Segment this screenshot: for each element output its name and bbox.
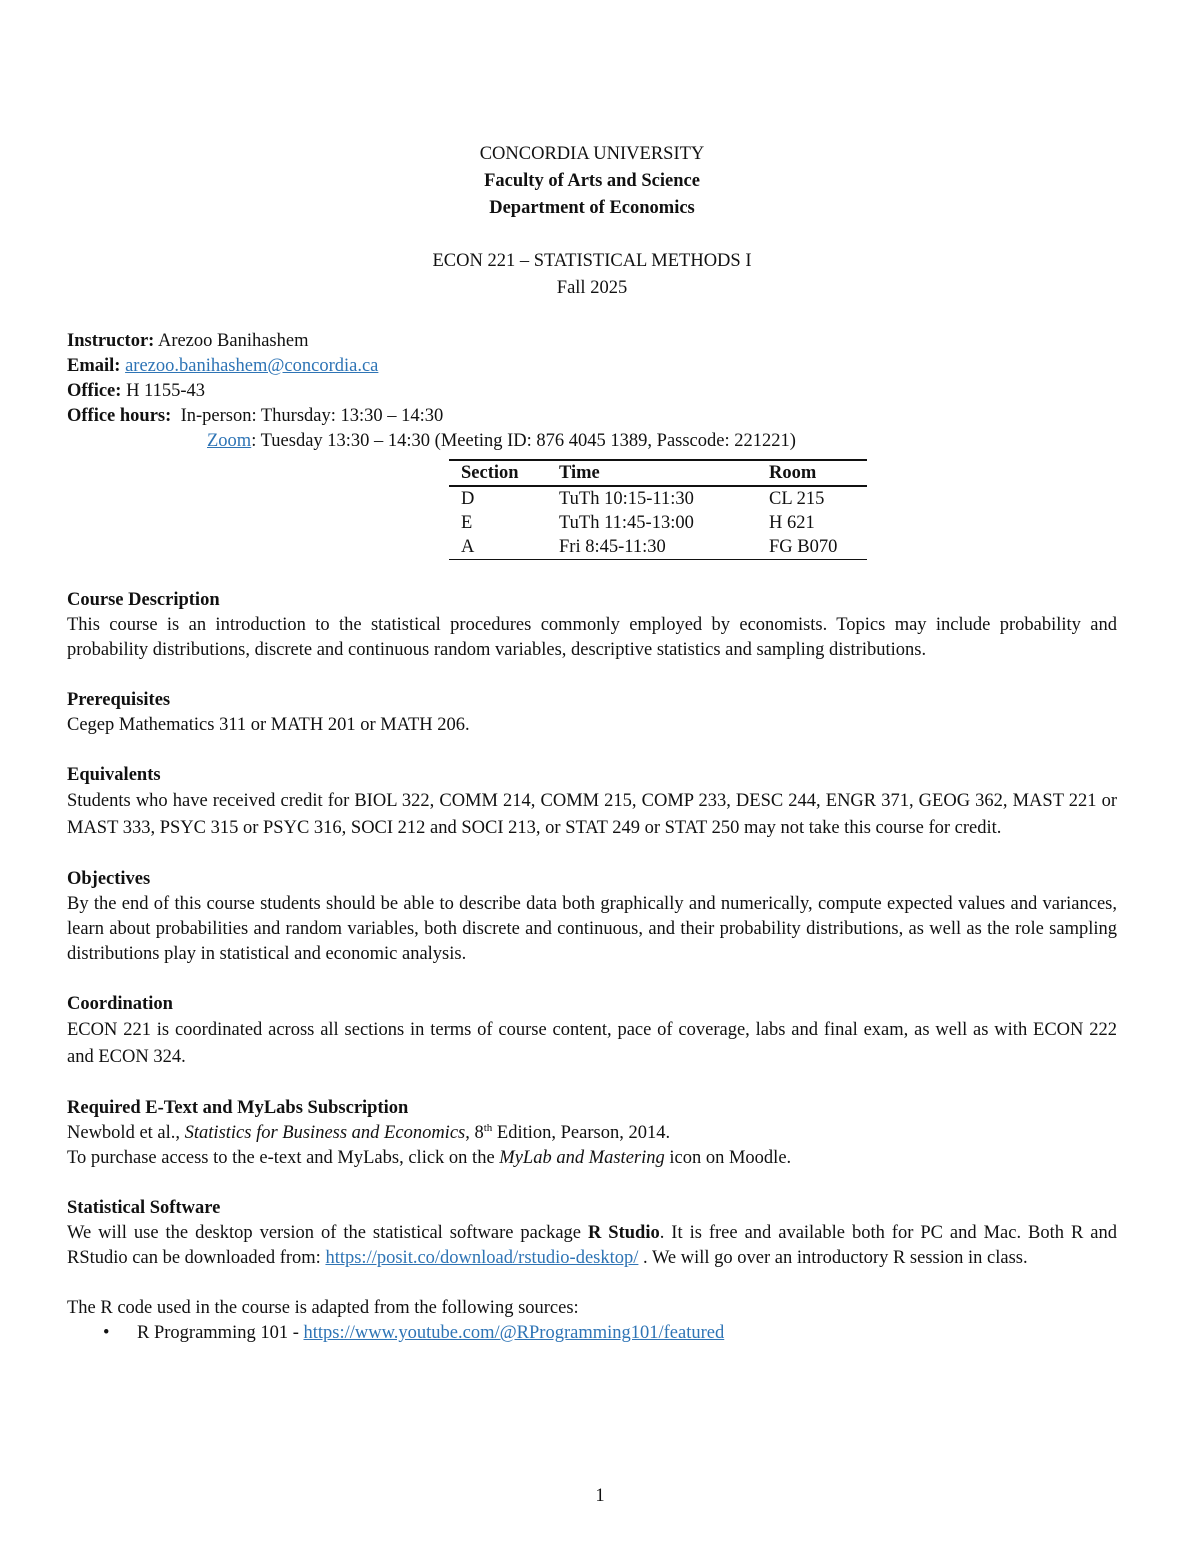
- bullet-icon: •: [103, 1323, 110, 1343]
- term: Fall 2025: [556, 278, 628, 298]
- office-hours-inperson: In-person: Thursday: 13:30 – 14:30: [180, 406, 444, 426]
- coordination-section: [67, 992, 1117, 1071]
- table-cell: FG B070: [769, 537, 838, 557]
- prerequisites-section: [67, 688, 1117, 738]
- table-cell: TuTh 10:15-11:30: [559, 489, 694, 509]
- list-item: [103, 1321, 1117, 1346]
- office-label: Office:: [67, 381, 122, 401]
- zoom-hours-text: : Tuesday 13:30 – 14:30 (Meeting ID: 876 4045 1389, Passcode: 221221): [251, 431, 796, 451]
- zoom-link[interactable]: Zoom: [207, 431, 252, 451]
- software-section: [67, 1196, 1117, 1346]
- mylab-name: MyLab and Mastering: [499, 1148, 665, 1168]
- section-body: ECON 221 is coordinated across all sections in terms of course content, pace of coverage, labs and final exam, as well as with ECON 222 and ECON 324.: [67, 1020, 1117, 1067]
- section-title: Objectives: [67, 869, 151, 889]
- section-title: Course Description: [67, 590, 220, 610]
- faculty-name: Faculty of Arts and Science: [484, 171, 700, 191]
- table-cell: A: [461, 537, 475, 557]
- instructor-line: [67, 329, 1117, 354]
- table-cell: CL 215: [769, 489, 825, 509]
- instructor-label: Instructor:: [67, 331, 155, 351]
- table-header-room: Room: [769, 463, 817, 483]
- table-row: [449, 511, 867, 535]
- university-name: CONCORDIA UNIVERSITY: [479, 144, 705, 164]
- email-link[interactable]: arezoo.banihashem@concordia.ca: [125, 356, 379, 376]
- office-hours-line: [67, 404, 1117, 429]
- office-line: [67, 379, 1117, 404]
- objectives-section: [67, 867, 1117, 967]
- etext-text: Edition, Pearson, 2014.: [492, 1123, 671, 1143]
- etext-text: Newbold et al.,: [67, 1123, 185, 1143]
- office-hours-label: Office hours:: [67, 406, 172, 426]
- equivalents-section: [67, 763, 1117, 842]
- email-label: Email:: [67, 356, 121, 376]
- software-paragraph: [67, 1221, 1117, 1271]
- etext-section: [67, 1096, 1117, 1171]
- software-text: We will use the desktop version of the statistical software package: [67, 1223, 588, 1243]
- course-title: ECON 221 – STATISTICAL METHODS I: [432, 251, 752, 271]
- source-link[interactable]: https://www.youtube.com/@RProgramming101/featured: [303, 1323, 725, 1343]
- table-header-row: [449, 460, 867, 486]
- section-title: Coordination: [67, 994, 173, 1014]
- course-description-section: [67, 588, 1117, 663]
- table-cell: H 621: [769, 513, 815, 533]
- table-header-section: Section: [461, 463, 519, 483]
- software-text: . It is free and available both for PC and Mac. Both R and RStudio can be downloaded from:: [67, 1223, 1118, 1268]
- software-name: R Studio: [587, 1223, 660, 1243]
- etext-line-2: [67, 1146, 1117, 1171]
- section-body: Students who have received credit for BIOL 322, COMM 214, COMM 215, COMP 233, DESC 244, ENGR 371, GEOG 362, MAST 221 or MAST 333, PSYC 315 or PSYC 316, SOCI 212 and SOCI 213, or STAT 249 or STAT 250 may not take this course for credit.: [67, 791, 1117, 838]
- etext-text: To purchase access to the e-text and MyLabs, click on the: [67, 1148, 500, 1168]
- section-body: This course is an introduction to the statistical procedures commonly employed by economists. Topics may include probability and probability distributions, discrete and continuous random variables, descriptive statistics and sampling distributions.: [67, 615, 1117, 660]
- etext-text: , 8: [465, 1123, 484, 1143]
- header: [67, 141, 1117, 302]
- etext-book-title: Statistics for Business and Economics: [184, 1123, 466, 1143]
- table-cell: D: [461, 489, 475, 509]
- table-row: [449, 535, 867, 560]
- section-title: Required E-Text and MyLabs Subscription: [67, 1098, 409, 1118]
- source-label: R Programming 101 -: [137, 1323, 304, 1343]
- table-row: [449, 486, 867, 511]
- section-title: Statistical Software: [67, 1198, 221, 1218]
- table-cell: E: [461, 513, 473, 533]
- page-number: 1: [595, 1486, 605, 1506]
- instructor-info: [67, 329, 1117, 454]
- table-header-time: Time: [559, 463, 600, 483]
- instructor-name: Arezoo Banihashem: [157, 331, 309, 351]
- rstudio-download-link[interactable]: https://posit.co/download/rstudio-desktop/: [325, 1248, 639, 1268]
- department-name: Department of Economics: [489, 198, 695, 218]
- etext-text: icon on Moodle.: [664, 1148, 792, 1168]
- sections-table: [449, 459, 867, 560]
- email-line: [67, 354, 1117, 379]
- section-title: Prerequisites: [67, 690, 171, 710]
- table-cell: TuTh 11:45-13:00: [559, 513, 694, 533]
- sources-intro: The R code used in the course is adapted from the following sources:: [67, 1298, 579, 1318]
- syllabus-page: [67, 141, 1117, 1346]
- sources-list: [67, 1321, 1117, 1346]
- software-text: . We will go over an introductory R session in class.: [638, 1248, 1028, 1268]
- office-value: H 1155-43: [126, 381, 206, 401]
- table-cell: Fri 8:45-11:30: [559, 537, 666, 557]
- section-title: Equivalents: [67, 765, 161, 785]
- etext-sup: th: [483, 1121, 493, 1134]
- section-body: Cegep Mathematics 311 or MATH 201 or MATH 206.: [67, 715, 470, 735]
- section-body: By the end of this course students should be able to describe data both graphically and numerically, compute expected values and variances, learn about probabilities and random variables, both discrete and continuous, and their probability distributions, as well as the role sampling distributions play in statistical and economic analysis.: [67, 894, 1117, 964]
- etext-line-1: [67, 1121, 1117, 1146]
- zoom-hours-line: [67, 429, 1117, 454]
